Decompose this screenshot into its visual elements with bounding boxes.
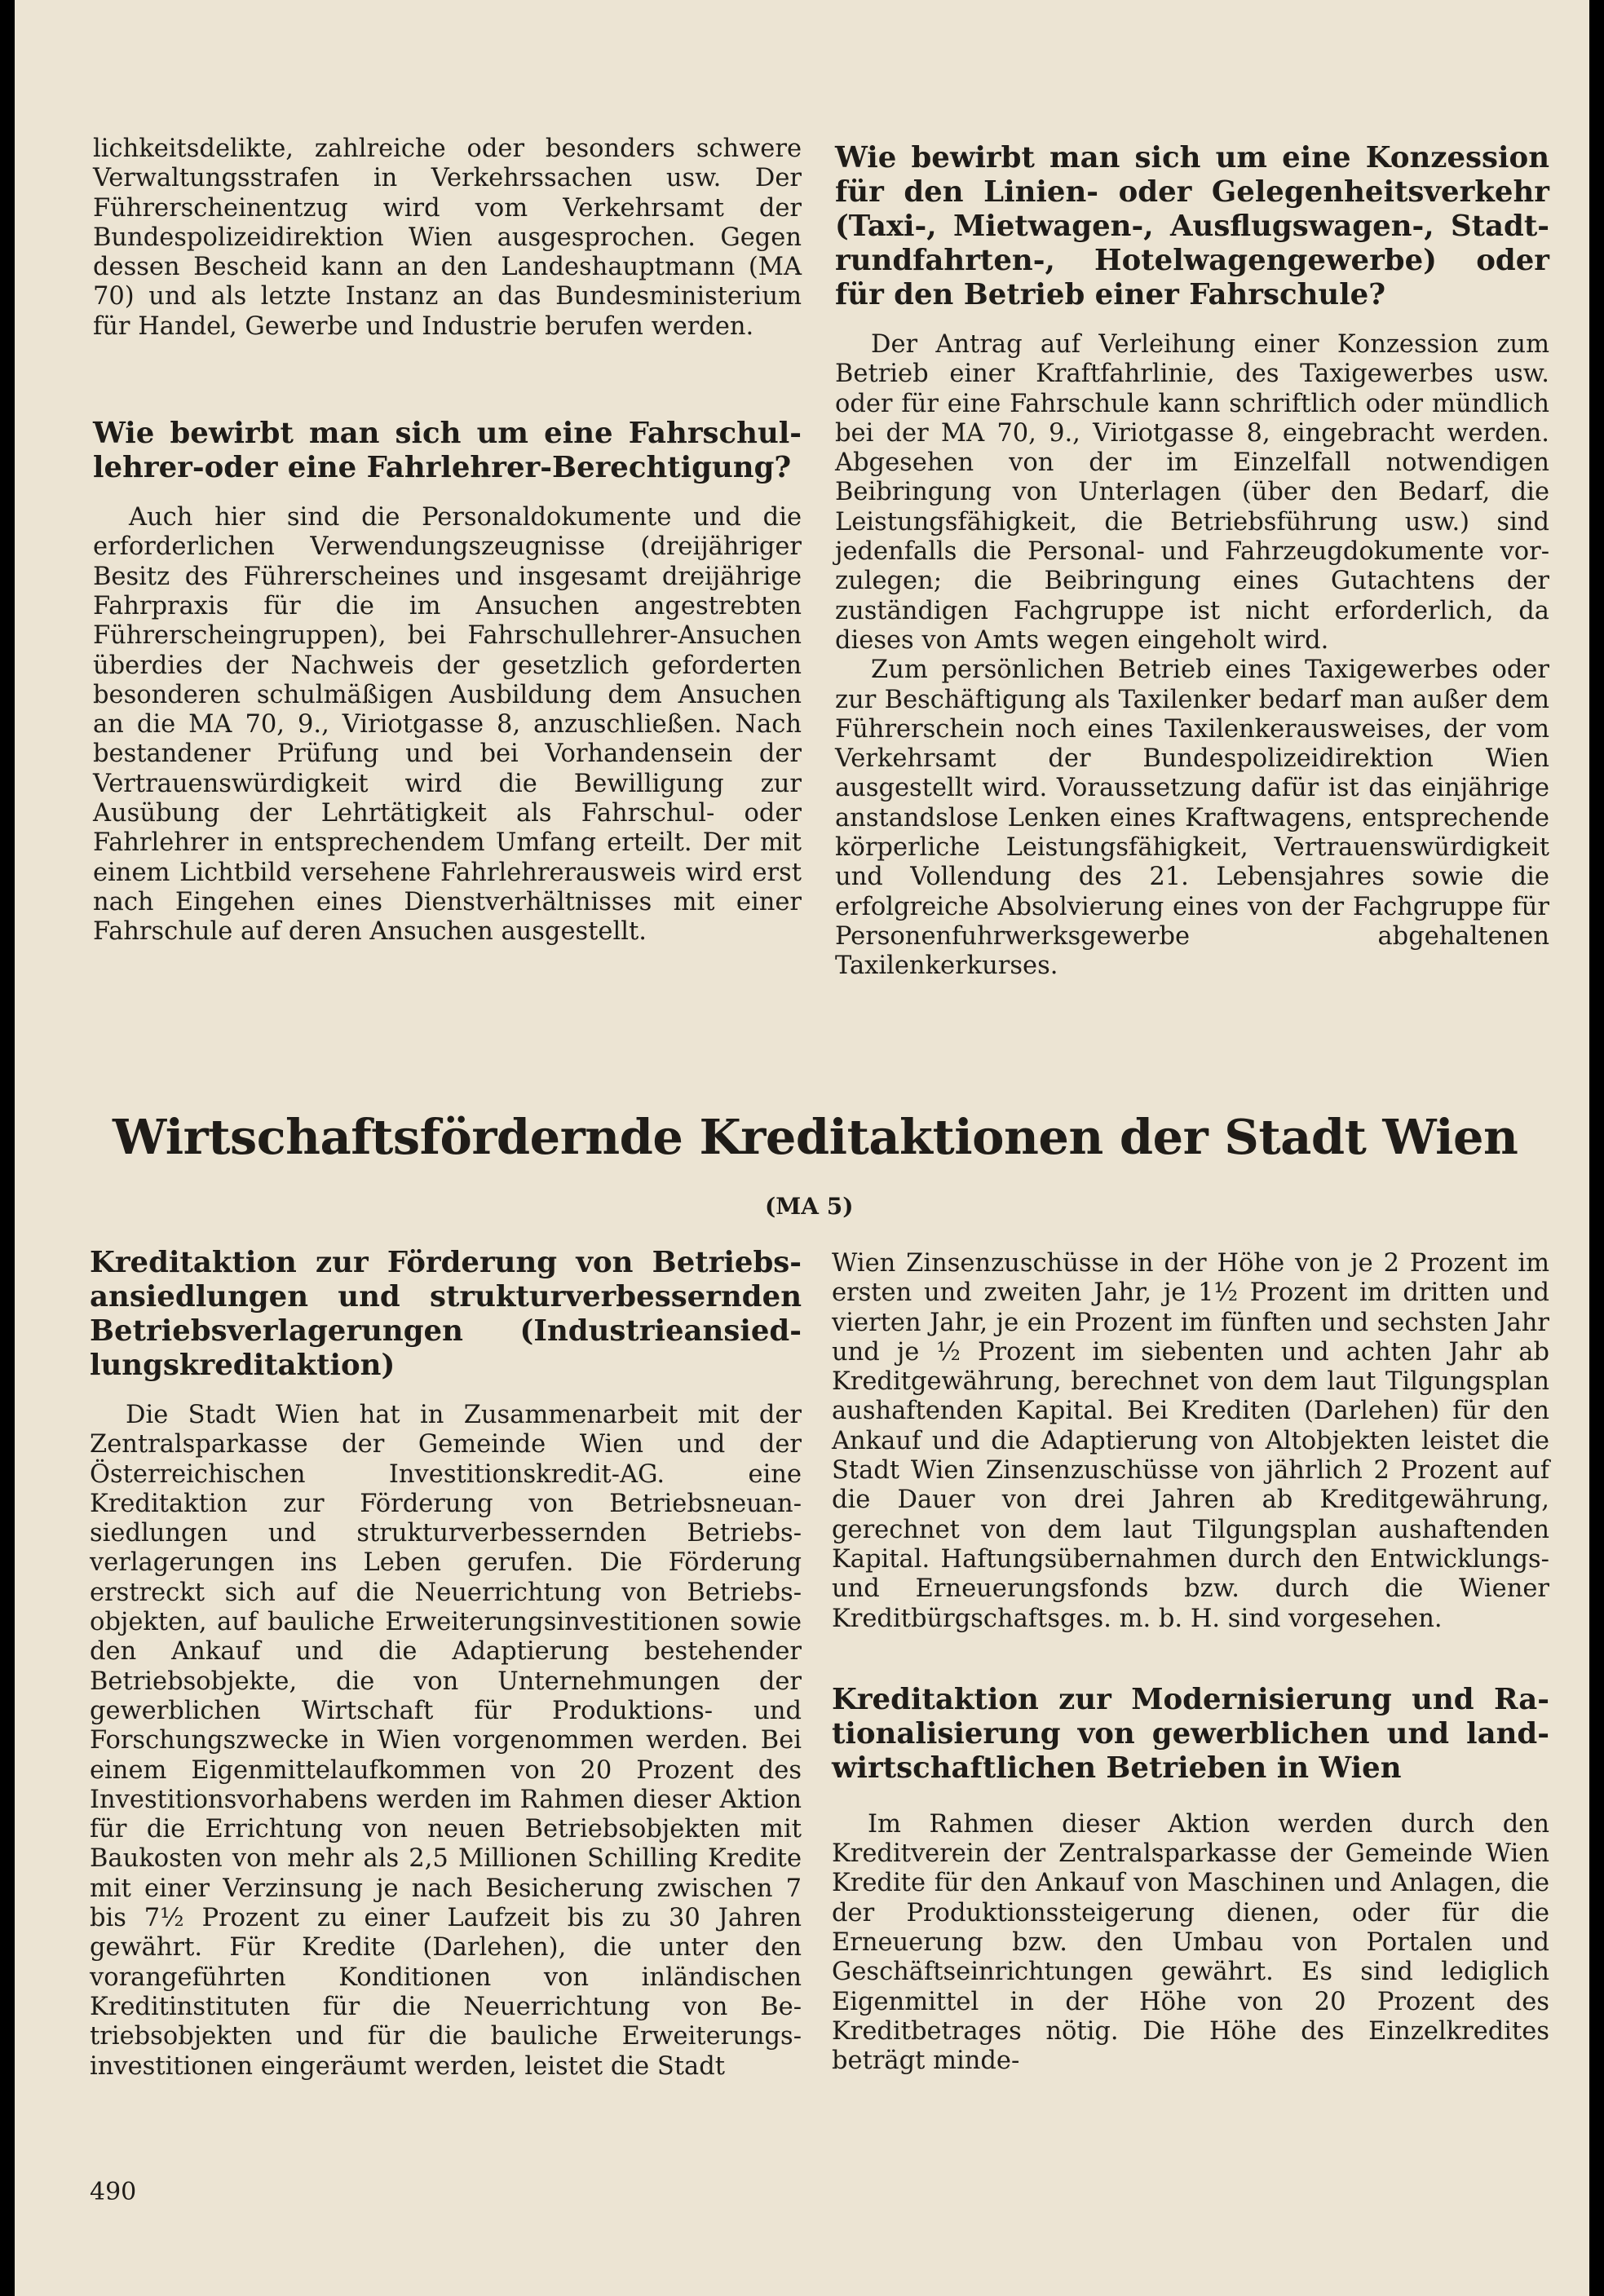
department-label: (MA 5) <box>765 1193 854 1220</box>
paragraph: Auch hier sind die Personaldokumente und die erforderlichen Verwendungszeugnisse (dreijähriger Besitz des Führerscheines und insgesamt dreijährige Fahrpraxis für die im Ansuchen angestrebten Führerscheingruppen), bei Fahrschullehrer-Ansuchen überdies der Nachweis der gesetzlich geforderten besonderen schulmäßigen Ausbildung dem Ansuchen an die MA 70, 9., Viriotgasse 8, anzuschließen. Nach bestandener Prüfung und bei Vorhandensein der Vertrauenswürdigkeit wird die Bewilligung zur Ausübung der Lehrtätigkeit als Fahrschul- oder Fahrlehrer in entsprechendem Umfang erteilt. Der mit einem Lichtbild versehene Fahrlehrerausweis wird erst nach Eingehen eines Dienstverhältnisses mit einer Fahrschule auf deren Ansuchen ausgestellt. <box>93 503 802 947</box>
column-top-left <box>93 135 802 947</box>
paragraph: Zum persönlichen Betrieb eines Taxigewerbes oder zur Beschäftigung als Taxilenker bedarf man außer dem Führerschein noch eines Taxilenkerausweises, der vom Verkehrsamt der Bundespolizeidirektion Wien ausgestellt wird. Voraussetzung dafür ist das einjährige anstandslose Lenken eines Kraftwagens, entsprechende körperliche Leistungsfähigkeit, Vertrauenswürdigkeit und Vollendung des 21. Lebensjahres sowie die erfolgreiche Absolvierung eines von der Fachgruppe für Personenfuhrwerksgewerbe abgehaltenen Taxilenkerkurses. <box>835 656 1549 981</box>
paragraph: Die Stadt Wien hat in Zusammenarbeit mit der Zentralsparkasse der Gemeinde Wien und der Österreichischen Investitionskredit-AG. eine Kreditaktion zur Förderung von Betriebsneuansiedlungen und strukturverbessernden Betriebsverlagerungen ins Leben gerufen. Die Förderung erstreckt sich auf die Neuerrichtung von Betriebsobjekten, auf bauliche Erweiterungsinvestitionen sowie den Ankauf und die Adaptierung bestehender Betriebsobjekte, die von Unternehmungen der gewerblichen Wirtschaft für Produktions- und Forschungszwecke in Wien vorgenommen werden. Bei einem Eigenmittelaufkommen von 20 Prozent des Investitionsvorhabens werden im Rahmen dieser Aktion für die Errichtung von neuen Betriebsobjekten mit Baukosten von mehr als 2,5 Millionen Schilling Kredite mit einer Verzinsung je nach Besicherung zwischen 7 bis 7½ Prozent zu einer Laufzeit bis zu 30 Jahren gewährt. Für Kredite (Darlehen), die unter den vorangeführten Konditionen von inländischen Kreditinstituten für die Neuerrichtung von Betriebsobjekten und für die bauliche Erweiterungsinvestitionen eingeräumt werden, leistet die Stadt <box>90 1401 802 2081</box>
section-heading: Kreditaktion zur Förderung von Betriebsansiedlungen und strukturverbessernden Betriebsverlagerungen (Industrieansiedlungskreditaktion) <box>90 1246 802 1382</box>
column-bottom-right <box>832 1249 1549 2077</box>
paragraph: Der Antrag auf Verleihung einer Konzession zum Betrieb einer Kraftfahrlinie, des Taxigewerbes usw. oder für eine Fahrschule kann schriftlich oder mündlich bei der MA 70, 9., Viriotgasse 8, eingebracht werden. Abgesehen von der im Einzelfall notwendigen Beibringung von Unterlagen (über den Bedarf, die Leistungsfähigkeit, die Betriebsführung usw.) sind jedenfalls die Personal- und Fahrzeugdokumente vorzulegen; die Beibringung eines Gutachtens der zuständigen Fachgruppe ist nicht erforderlich, da dieses von Amts wegen eingeholt wird. <box>835 330 1549 655</box>
column-top-right <box>835 141 1549 982</box>
paragraph: Im Rahmen dieser Aktion werden durch den Kreditverein der Zentralsparkasse der Gemeinde Wien Kredite für den Ankauf von Maschinen und Anlagen, die der Produktionssteigerung dienen, oder für die Erneuerung bzw. den Umbau von Portalen und Geschäftseinrichtungen gewährt. Es sind lediglich Eigenmittel in der Höhe von 20 Prozent des Kreditbetrages nötig. Die Höhe des Einzelkredites beträgt minde- <box>832 1809 1549 2076</box>
paragraph: lichkeitsdelikte, zahlreiche oder besonders schwere Verwaltungsstrafen in Verkehrssachen usw. Der Führerscheinentzug wird vom Verkehrsamt der Bundespolizeidirektion Wien ausgesprochen. Gegen dessen Bescheid kann an den Landeshauptmann (MA 70) und als letzte Instanz an das Bundesministerium für Handel, Gewerbe und Industrie berufen werden. <box>93 135 802 341</box>
main-heading: Wirtschaftsfördernde Kreditaktionen der Stadt Wien <box>113 1109 1518 1165</box>
document-page <box>15 0 1589 2296</box>
page-number: 490 <box>90 2178 137 2206</box>
column-bottom-left <box>90 1246 802 2082</box>
section-heading: Kreditaktion zur Modernisierung und Rationalisierung von gewerblichen und landwirtschaftlichen Betrieben in Wien <box>832 1682 1549 1785</box>
section-heading: Wie bewirbt man sich um eine Konzession für den Linien- oder Gelegenheitsverkehr (Taxi-, Mietwagen-, Ausflugswagen-, Stadtrundfahrten-, Hotelwagengewerbe) oder für den Betrieb einer Fahrschule? <box>835 141 1549 311</box>
paragraph: Wien Zinsenzuschüsse in der Höhe von je 2 Prozent im ersten und zweiten Jahr, je 1½ Prozent im dritten und vierten Jahr, je ein Prozent im fünften und sechsten Jahr und je ½ Prozent im siebenten und achten Jahr ab Kreditgewährung, berechnet von dem laut Tilgungsplan aushaftenden Kapital. Bei Krediten (Darlehen) für den Ankauf und die Adaptierung von Altobjekten leistet die Stadt Wien Zinsenzuschüsse von jährlich 2 Prozent auf die Dauer von drei Jahren ab Kreditgewährung, gerechnet von dem laut Tilgungsplan aushaftenden Kapital. Haftungsübernahmen durch den Entwicklungs- und Erneuerungsfonds bzw. durch die Wiener Kreditbürgschaftsges. m. b. H. sind vorgesehen. <box>832 1249 1549 1633</box>
section-heading: Wie bewirbt man sich um eine Fahrschullehrer-oder eine Fahrlehrer-Berechtigung? <box>93 417 802 485</box>
